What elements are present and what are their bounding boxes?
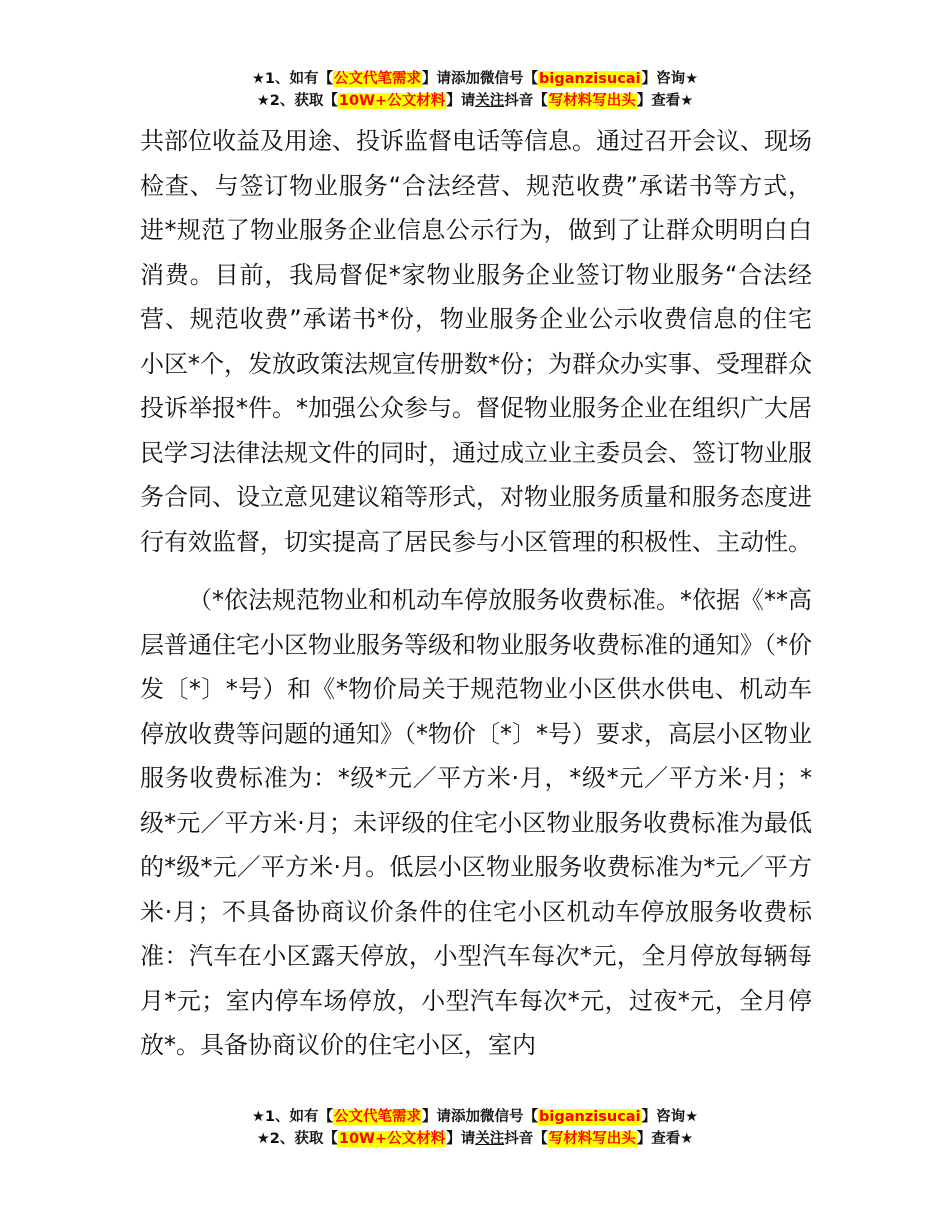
header-banner [0,68,950,112]
highlight-wechat-id: biganzisucai [539,71,641,87]
highlight-wechat-id: biganzisucai [539,1109,641,1125]
banner-text: 】咨询★ [641,71,699,87]
banner-line-1 [0,1106,950,1128]
highlight-ghostwriting: 公文代笔需求 [334,1109,422,1125]
banner-text: 】请 [446,1131,476,1147]
underlined-follow: 关注 [475,93,505,109]
underlined-follow: 关注 [475,1131,505,1147]
paragraph-2: （*依法规范物业和机动车停放服务收费标准。*依据《**高层普通住宅小区物业服务等级和物业服务收费标准的通知》（*价发〔*〕*号）和《*物价局关于规范物业小区供水供电、机动车停放收费等问题的通知》（*物价〔*〕*号）要求，高层小区物业服务收费标准为：*级*元／平方米·月，*级*元／平方米·月；*级*元／平方米·月；未评级的住宅小区物业服务收费标准为最低的*级*元／平方米·月。低层小区物业服务收费标准为*元／平方米·月；不具备协商议价条件的住宅小区机动车停放服务收费标准：汽车在小区露天停放，小型汽车每次*元，全月停放每辆每月*元；室内停车场停放，小型汽车每次*元，过夜*元，全月停放*。具备协商议价的住宅小区，室内 [140,586,812,1059]
banner-line-2 [0,1128,950,1150]
banner-line-1 [0,68,950,90]
highlight-materials: 10W+公文材料 [338,93,446,109]
highlight-ghostwriting: 公文代笔需求 [334,71,422,87]
footer-banner [0,1106,950,1150]
paragraph-1: 共部位收益及用途、投诉监督电话等信息。通过召开会议、现场检查、与签订物业服务“合法经营、规范收费”承诺书等方式，进*规范了物业服务企业信息公示行为，做到了让群众明明白白消费。目前，我局督促*家物业服务企业签订物业服务“合法经营、规范收费”承诺书*份，物业服务企业公示收费信息的住宅小区*个，发放政策法规宣传册数*份；为群众办实事、受理群众投诉举报*件。*加强公众参与。督促物业服务企业在组织广大居民学习法律法规文件的同时，通过成立业主委员会、签订物业服务合同、设立意见建议箱等形式，对物业服务质量和服务态度进行有效监督，切实提高了居民参与小区管理的积极性、主动性。 [140,127,812,556]
banner-text: 抖音【 [504,93,548,109]
banner-text: 】咨询★ [641,1109,699,1125]
banner-text: 】查看★ [636,93,694,109]
banner-text: 抖音【 [504,1131,548,1147]
highlight-materials: 10W+公文材料 [338,1131,446,1147]
banner-text: ★1、如有【 [251,71,334,87]
banner-text: 】请添加微信号【 [422,1109,539,1125]
highlight-douyin-account: 写材料写出头 [548,93,636,109]
banner-text: ★2、获取【 [256,93,338,109]
banner-text: ★1、如有【 [251,1109,334,1125]
document-body [140,119,812,1068]
banner-text: 】请添加微信号【 [422,71,539,87]
banner-text: 】查看★ [636,1131,694,1147]
banner-text: 】请 [446,93,476,109]
banner-line-2 [0,90,950,112]
highlight-douyin-account: 写材料写出头 [548,1131,636,1147]
banner-text: ★2、获取【 [256,1131,338,1147]
